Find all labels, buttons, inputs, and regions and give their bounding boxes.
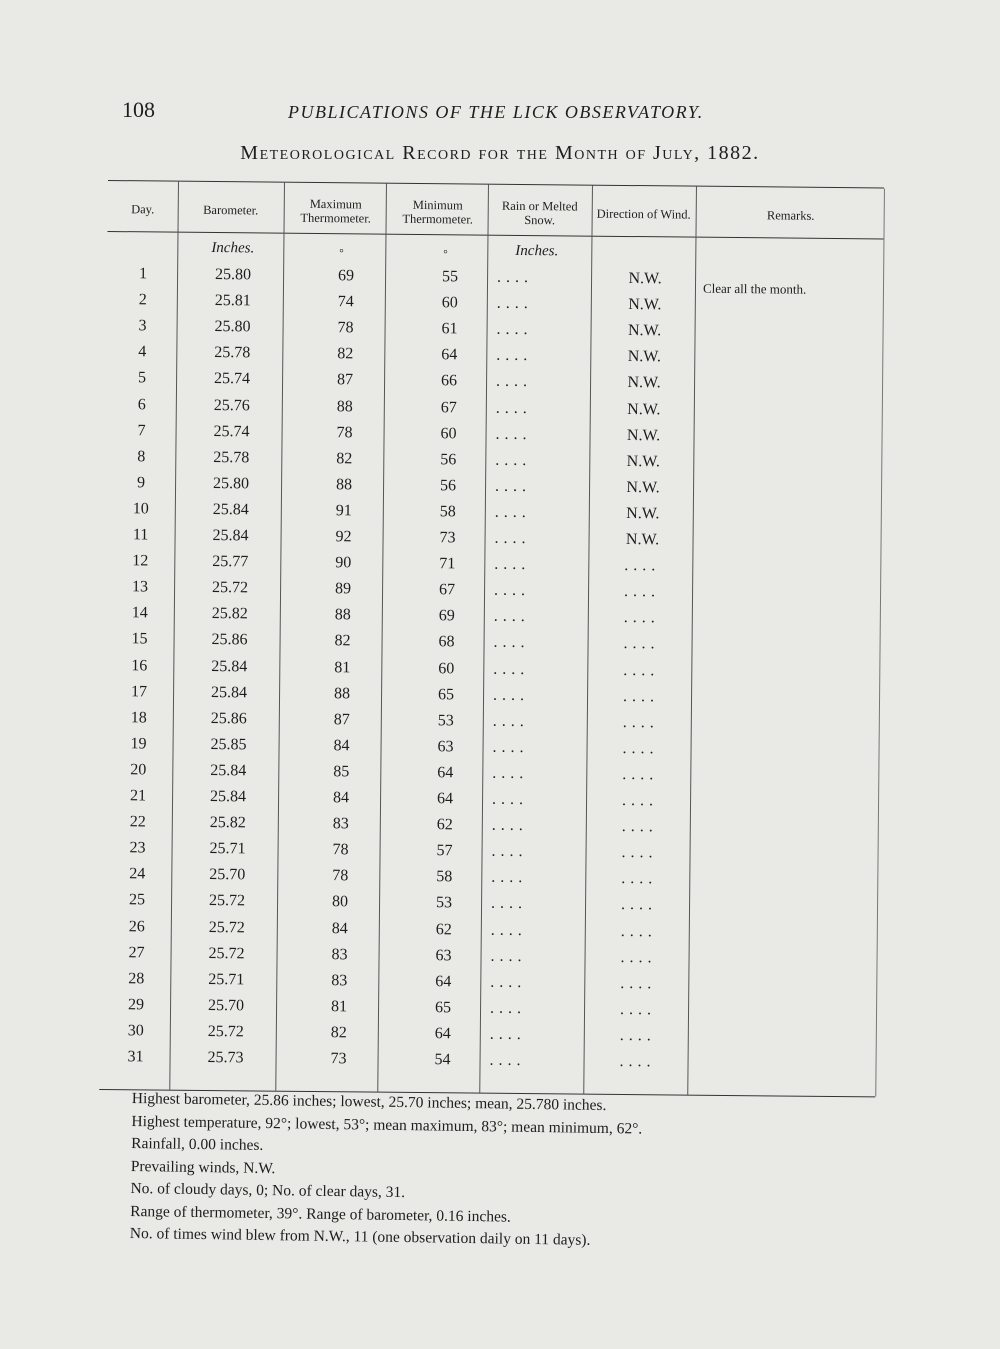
min-temp-cell: 64	[434, 1025, 451, 1043]
barometer-cell: 25.84	[211, 683, 248, 701]
min-temp-cell: 66	[441, 372, 458, 390]
rain-cell: ....	[490, 973, 527, 991]
day-cell: 9	[137, 474, 146, 492]
wind-direction-cell: ....	[619, 1026, 656, 1045]
day-cell: 16	[131, 656, 148, 674]
rain-cell: ....	[492, 764, 529, 782]
day-cell: 20	[130, 761, 147, 779]
barometer-cell: 25.80	[215, 266, 252, 284]
wind-direction-cell: ....	[622, 765, 659, 784]
max-temp-cell: 80	[331, 893, 349, 911]
min-temp-cell: 61	[441, 320, 458, 338]
rain-unit: Inches.	[515, 242, 559, 260]
wind-direction-cell: N.W.	[626, 452, 660, 470]
min-temp-cell: 58	[439, 503, 456, 521]
rain-cell: ....	[493, 608, 530, 626]
barometer-cell: 25.74	[213, 422, 250, 440]
max-temp-cell: 78	[332, 867, 349, 885]
barometer-cell: 25.82	[211, 605, 248, 623]
summary-line: No. of times wind blew from N.W., 11 (one observation daily on 11 days).	[129, 1224, 591, 1249]
min-temp-cell: 53	[437, 711, 454, 730]
wind-direction-cell: N.W.	[628, 270, 662, 288]
wind-direction-cell: ....	[623, 661, 660, 679]
barometer-cell: 25.85	[210, 735, 247, 754]
barometer-cell: 25.74	[214, 370, 251, 388]
max-temp-cell: 83	[331, 971, 348, 990]
barometer-cell: 25.72	[208, 944, 245, 962]
max-temp-cell: 88	[336, 397, 353, 415]
wind-direction-cell: ....	[620, 974, 657, 992]
summary-line: Highest barometer, 25.86 inches; lowest, 25.70 inches; mean, 25.780 inches.	[131, 1089, 607, 1115]
max-temp-cell: 88	[334, 684, 351, 702]
wind-direction-cell: ....	[621, 791, 659, 810]
barometer-cell: 25.72	[212, 579, 249, 597]
wind-direction-cell: N.W.	[626, 478, 660, 497]
max-temp-cell: 78	[332, 841, 349, 859]
header-min-thermometer: Minimum Thermometer.	[402, 197, 473, 227]
summary-line: No. of cloudy days, 0; No. of clear days, 31.	[130, 1179, 406, 1202]
day-cell: 27	[128, 943, 145, 961]
rain-cell: ....	[492, 712, 529, 730]
barometer-cell: 25.72	[208, 918, 245, 936]
max-temp-cell: 84	[332, 789, 350, 807]
min-temp-cell: 58	[436, 868, 453, 886]
summary-line: Highest temperature, 92°; lowest, 53°; mean maximum, 83°; mean minimum, 62°.	[131, 1112, 643, 1138]
max-temp-cell: 91	[335, 502, 352, 520]
day-cell: 22	[129, 813, 146, 831]
remarks-text: Clear all the month.	[702, 280, 807, 297]
wind-direction-cell: ....	[624, 557, 661, 575]
min-temp-cell: 64	[441, 346, 458, 364]
barometer-cell: 25.70	[209, 866, 246, 884]
rain-cell: ....	[493, 581, 531, 600]
day-cell: 5	[138, 369, 147, 387]
min-temp-cell: 67	[440, 398, 457, 416]
rain-cell: ....	[491, 790, 529, 809]
max-temp-cell: 87	[337, 371, 354, 389]
min-temp-cell: 64	[435, 972, 452, 991]
barometer-cell: 25.72	[209, 892, 246, 910]
max-temp-cell: 83	[332, 815, 349, 833]
day-cell: 13	[132, 578, 149, 596]
wind-direction-cell: ....	[622, 739, 659, 758]
barometer-cell: 25.70	[208, 996, 245, 1015]
summary-line: Range of thermometer, 39°. Range of barometer, 0.16 inches.	[130, 1202, 511, 1226]
min-temp-cell: 53	[435, 894, 453, 912]
day-cell: 7	[137, 421, 146, 439]
wind-direction-cell: N.W.	[626, 426, 661, 444]
max-temp-cell: 82	[336, 449, 353, 468]
wind-direction-cell: ....	[619, 1000, 657, 1019]
barometer-cell: 25.86	[210, 709, 247, 728]
barometer-unit: Inches.	[211, 239, 255, 257]
max-temp-cell: 69	[338, 267, 355, 285]
day-cell: 17	[131, 682, 148, 700]
min-temp-cell: 60	[441, 294, 458, 312]
day-cell: 29	[128, 996, 145, 1014]
wind-direction-cell: ....	[623, 635, 660, 653]
header-wind: Direction of Wind.	[596, 206, 691, 222]
min-temp-cell: 64	[437, 764, 454, 782]
min-temp-cell: 64	[436, 790, 454, 808]
max-temp-cell: 84	[333, 736, 350, 755]
wind-direction-cell: N.W.	[627, 322, 662, 340]
max-temp-cell: 89	[335, 580, 352, 598]
rain-cell: ....	[493, 660, 530, 678]
header-rain: Rain or Melted Snow.	[501, 198, 578, 228]
barometer-cell: 25.84	[210, 761, 247, 780]
meteorological-table	[99, 180, 884, 1097]
wind-direction-cell: ....	[622, 687, 660, 705]
day-cell: 25	[129, 891, 146, 909]
min-temp-cell: 65	[434, 998, 452, 1017]
wind-direction-cell: ....	[619, 1052, 656, 1071]
min-temp-cell: 68	[438, 633, 455, 651]
rain-cell: ....	[496, 320, 533, 339]
barometer-cell: 25.72	[207, 1022, 244, 1041]
rain-cell: ....	[490, 921, 527, 939]
rain-cell: ....	[492, 686, 530, 704]
min-temp-cell: 60	[438, 659, 455, 677]
rain-cell: ....	[490, 947, 527, 965]
summary-line: Prevailing winds, N.W.	[130, 1157, 276, 1177]
rain-cell: ....	[496, 347, 533, 365]
min-temp-cell: 56	[440, 450, 457, 469]
wind-direction-cell: N.W.	[627, 400, 661, 418]
max-temp-cell: 88	[336, 476, 353, 494]
page-number: 108	[122, 97, 155, 122]
summary-line: Rainfall, 0.00 inches.	[131, 1134, 264, 1154]
max-temp-cell: 83	[331, 945, 348, 963]
barometer-cell: 25.86	[211, 631, 248, 649]
day-cell: 8	[137, 447, 146, 466]
barometer-cell: 25.80	[214, 318, 251, 336]
barometer-cell: 25.77	[212, 553, 249, 571]
max-temp-cell: 85	[333, 763, 350, 781]
rain-cell: ....	[490, 895, 528, 913]
rain-cell: ....	[494, 555, 531, 574]
rain-cell: ....	[491, 816, 528, 835]
day-cell: 21	[130, 787, 147, 805]
day-cell: 2	[138, 291, 147, 309]
max-temp-cell: 87	[333, 710, 350, 729]
min-temp-cell: 54	[434, 1051, 451, 1069]
min-temp-cell: 62	[435, 920, 452, 938]
max-thermometer-unit: °	[339, 247, 344, 260]
wind-direction-cell: ....	[621, 844, 658, 862]
rain-cell: ....	[489, 1025, 526, 1043]
wind-direction-cell: N.W.	[628, 296, 662, 314]
rain-cell: ....	[493, 634, 530, 652]
max-temp-cell: 84	[331, 919, 348, 937]
rain-cell: ....	[494, 503, 531, 521]
barometer-cell: 25.71	[209, 840, 246, 858]
day-cell: 3	[138, 317, 147, 335]
day-cell: 11	[132, 526, 149, 544]
barometer-cell: 25.71	[208, 970, 245, 989]
day-cell: 14	[131, 604, 148, 622]
max-temp-cell: 88	[334, 606, 351, 624]
table-title: Meteorological Record for the Month of July, 1882.	[240, 142, 760, 164]
max-temp-cell: 74	[337, 293, 354, 311]
wind-direction-cell: ....	[620, 948, 657, 966]
barometer-cell: 25.84	[212, 500, 249, 519]
header-day: Day.	[131, 202, 155, 217]
barometer-cell: 25.82	[209, 814, 246, 832]
header-barometer: Barometer.	[203, 202, 259, 218]
wind-direction-cell: ....	[623, 583, 661, 601]
wind-direction-cell: ....	[622, 713, 659, 731]
barometer-cell: 25.84	[211, 657, 248, 675]
day-cell: 18	[130, 708, 147, 727]
running-head: PUBLICATIONS OF THE LICK OBSERVATORY.	[288, 102, 704, 122]
day-cell: 6	[137, 395, 146, 413]
day-cell: 19	[130, 735, 147, 753]
day-cell: 24	[129, 865, 146, 883]
header-max-thermometer: Maximum Thermometer.	[300, 196, 371, 226]
day-cell: 12	[132, 552, 149, 570]
max-temp-cell: 78	[336, 423, 353, 441]
wind-direction-cell: N.W.	[627, 348, 662, 366]
min-temp-cell: 63	[435, 946, 452, 964]
max-temp-cell: 73	[330, 1050, 347, 1068]
day-cell: 28	[128, 969, 145, 988]
rain-cell: ....	[494, 477, 532, 495]
rain-cell: ....	[492, 738, 529, 756]
min-thermometer-unit: °	[443, 248, 448, 261]
day-cell: 30	[127, 1022, 144, 1040]
barometer-cell: 25.84	[210, 788, 247, 806]
rain-cell: ....	[496, 294, 533, 313]
rain-cell: ....	[497, 268, 534, 287]
min-temp-cell: 55	[442, 268, 459, 286]
rain-cell: ....	[496, 373, 533, 391]
min-temp-cell: 63	[437, 737, 454, 756]
min-temp-cell: 69	[438, 607, 455, 625]
barometer-cell: 25.84	[212, 527, 249, 545]
min-temp-cell: 71	[439, 555, 456, 573]
wind-direction-cell: ....	[621, 870, 658, 888]
rain-cell: ....	[491, 842, 528, 861]
day-cell: 10	[132, 500, 149, 518]
rain-cell: ....	[489, 999, 527, 1017]
min-temp-cell: 56	[440, 476, 457, 495]
day-cell: 26	[128, 917, 145, 935]
rain-cell: ....	[495, 399, 532, 417]
min-temp-cell: 65	[437, 685, 455, 703]
wind-direction-cell: N.W.	[625, 530, 660, 549]
max-temp-cell: 81	[334, 658, 351, 676]
day-cell: 4	[138, 343, 147, 361]
wind-direction-cell: ....	[620, 922, 657, 940]
rain-cell: ....	[495, 425, 532, 443]
barometer-cell: 25.81	[214, 292, 251, 310]
wind-direction-cell: ....	[621, 818, 658, 836]
barometer-cell: 25.80	[213, 474, 250, 493]
min-temp-cell: 67	[438, 581, 456, 599]
header-remarks: Remarks.	[766, 208, 815, 223]
wind-direction-cell: ....	[623, 609, 660, 627]
min-temp-cell: 57	[436, 842, 453, 860]
barometer-cell: 25.73	[207, 1048, 244, 1067]
day-cell: 31	[127, 1048, 144, 1066]
rain-cell: ....	[495, 451, 532, 469]
min-temp-cell: 62	[436, 816, 453, 834]
max-temp-cell: 82	[330, 1024, 347, 1042]
wind-direction-cell: N.W.	[626, 504, 660, 523]
rain-cell: ....	[491, 869, 528, 887]
wind-direction-cell: N.W.	[627, 374, 661, 392]
max-temp-cell: 81	[330, 997, 348, 1016]
max-temp-cell: 78	[337, 319, 354, 337]
rain-cell: ....	[494, 529, 531, 548]
wind-direction-cell: ....	[620, 896, 658, 914]
barometer-cell: 25.78	[214, 344, 251, 362]
day-cell: 23	[129, 839, 146, 857]
min-temp-cell: 73	[439, 529, 456, 547]
max-temp-cell: 82	[337, 345, 354, 363]
max-temp-cell: 90	[335, 554, 352, 572]
min-temp-cell: 60	[440, 424, 457, 442]
rain-cell: ....	[489, 1051, 526, 1070]
summary-block	[130, 1088, 643, 1253]
max-temp-cell: 92	[335, 528, 352, 546]
barometer-cell: 25.78	[213, 448, 250, 467]
barometer-cell: 25.76	[213, 396, 250, 414]
day-cell: 1	[139, 265, 148, 283]
max-temp-cell: 82	[334, 632, 351, 650]
day-cell: 15	[131, 630, 148, 648]
